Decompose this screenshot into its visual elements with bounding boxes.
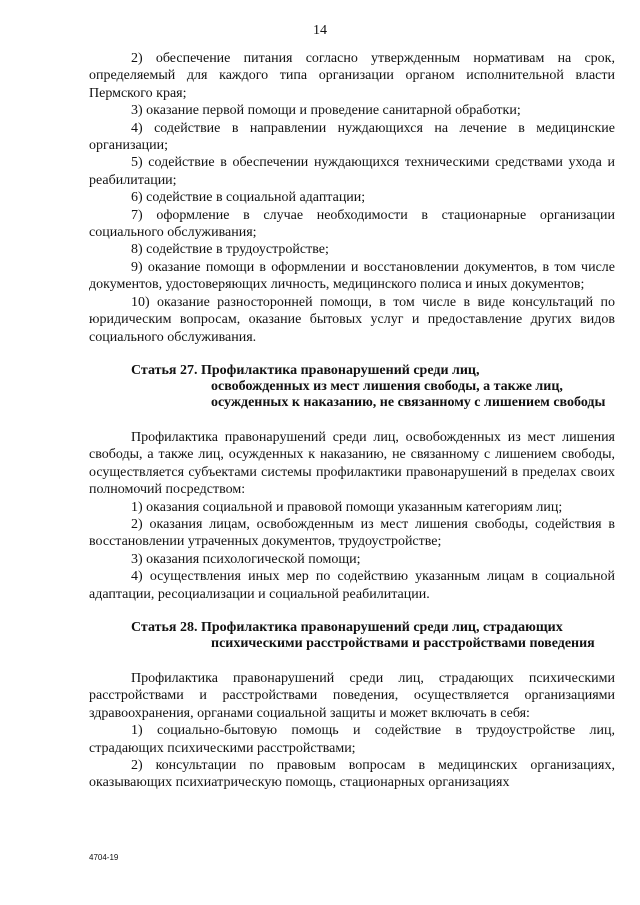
list-item: 4) содействие в направлении нуждающихся на лечение в медицинские организации;	[89, 120, 615, 154]
list-item: 1) оказания социальной и правовой помощи указанным категориям лиц;	[131, 499, 563, 515]
article-28-heading	[89, 620, 615, 652]
list-item: 8) содействие в трудоустройстве;	[131, 242, 329, 258]
list-item: 3) оказания психологической помощи;	[131, 551, 361, 567]
list-item: 9) оказание помощи в оформлении и восстановлении документов, в том числе документов, удостоверяющих личность, медицинского полиса и иных документов;	[89, 259, 615, 293]
article-27-intro: Профилактика правонарушений среди лиц, освобожденных из мест лишения свободы, а также лиц, осужденных к наказанию, не связанному с лишением свободы, осуществляется субъектами системы профилактики правонарушений в пределах своих полномочий посредством:	[89, 429, 615, 498]
article-27-heading-cont: освобожденных из мест лишения свободы, а также лиц, осужденных к наказанию, не связанному с лишением свободы	[211, 378, 606, 410]
document-body	[89, 50, 615, 792]
list-item: 10) оказание разносторонней помощи, в том числе в виде консультаций по юридическим вопросам, оказание бытовых услуг и предоставление других видов социального обслуживания.	[89, 294, 615, 345]
article-28-heading-cont: психическими расстройствами и расстройствами поведения	[211, 635, 595, 651]
list-item: 7) оформление в случае необходимости в стационарные организации социального обслуживания;	[89, 207, 615, 241]
article-28-intro: Профилактика правонарушений среди лиц, страдающих психическими расстройствами и расстройствами поведения, осуществляется организациями здравоохранения, органами социальной защиты и может включать в себя:	[89, 670, 615, 721]
list-item: 1) социально-бытовую помощь и содействие в трудоустройстве лиц, страдающих психическими расстройствами;	[89, 723, 615, 756]
article-27-heading-line1: Статья 27. Профилактика правонарушений среди лиц,	[131, 362, 480, 378]
list-item: 6) содействие в социальной адаптации;	[131, 190, 366, 206]
article-27-heading	[89, 363, 615, 411]
list-item: 4) осуществления иных мер по содействию указанным лицам в социальной адаптации, ресоциализации и социальной реабилитации.	[89, 569, 615, 602]
list-item: 2) оказания лицам, освобожденным из мест лишения свободы, содействия в восстановлении утраченных документов, трудоустройстве;	[89, 516, 615, 550]
list-item: 5) содействие в обеспечении нуждающихся техническими средствами ухода и реабилитации;	[89, 155, 615, 188]
document-code: 4704-19	[89, 853, 119, 862]
page-number: 14	[313, 23, 327, 38]
list-item: 3) оказание первой помощи и проведение санитарной обработки;	[131, 103, 521, 119]
list-item: 2) обеспечение питания согласно утвержденным нормативам на срок, определяемый для каждого типа организации органом исполнительной власти Пермского края;	[89, 51, 615, 101]
article-28-heading-line1: Статья 28. Профилактика правонарушений среди лиц, страдающих	[131, 619, 563, 635]
list-item: 2) консультации по правовым вопросам в медицинских организациях, оказывающих психиатрическую помощь, стационарных организациях	[89, 758, 615, 791]
